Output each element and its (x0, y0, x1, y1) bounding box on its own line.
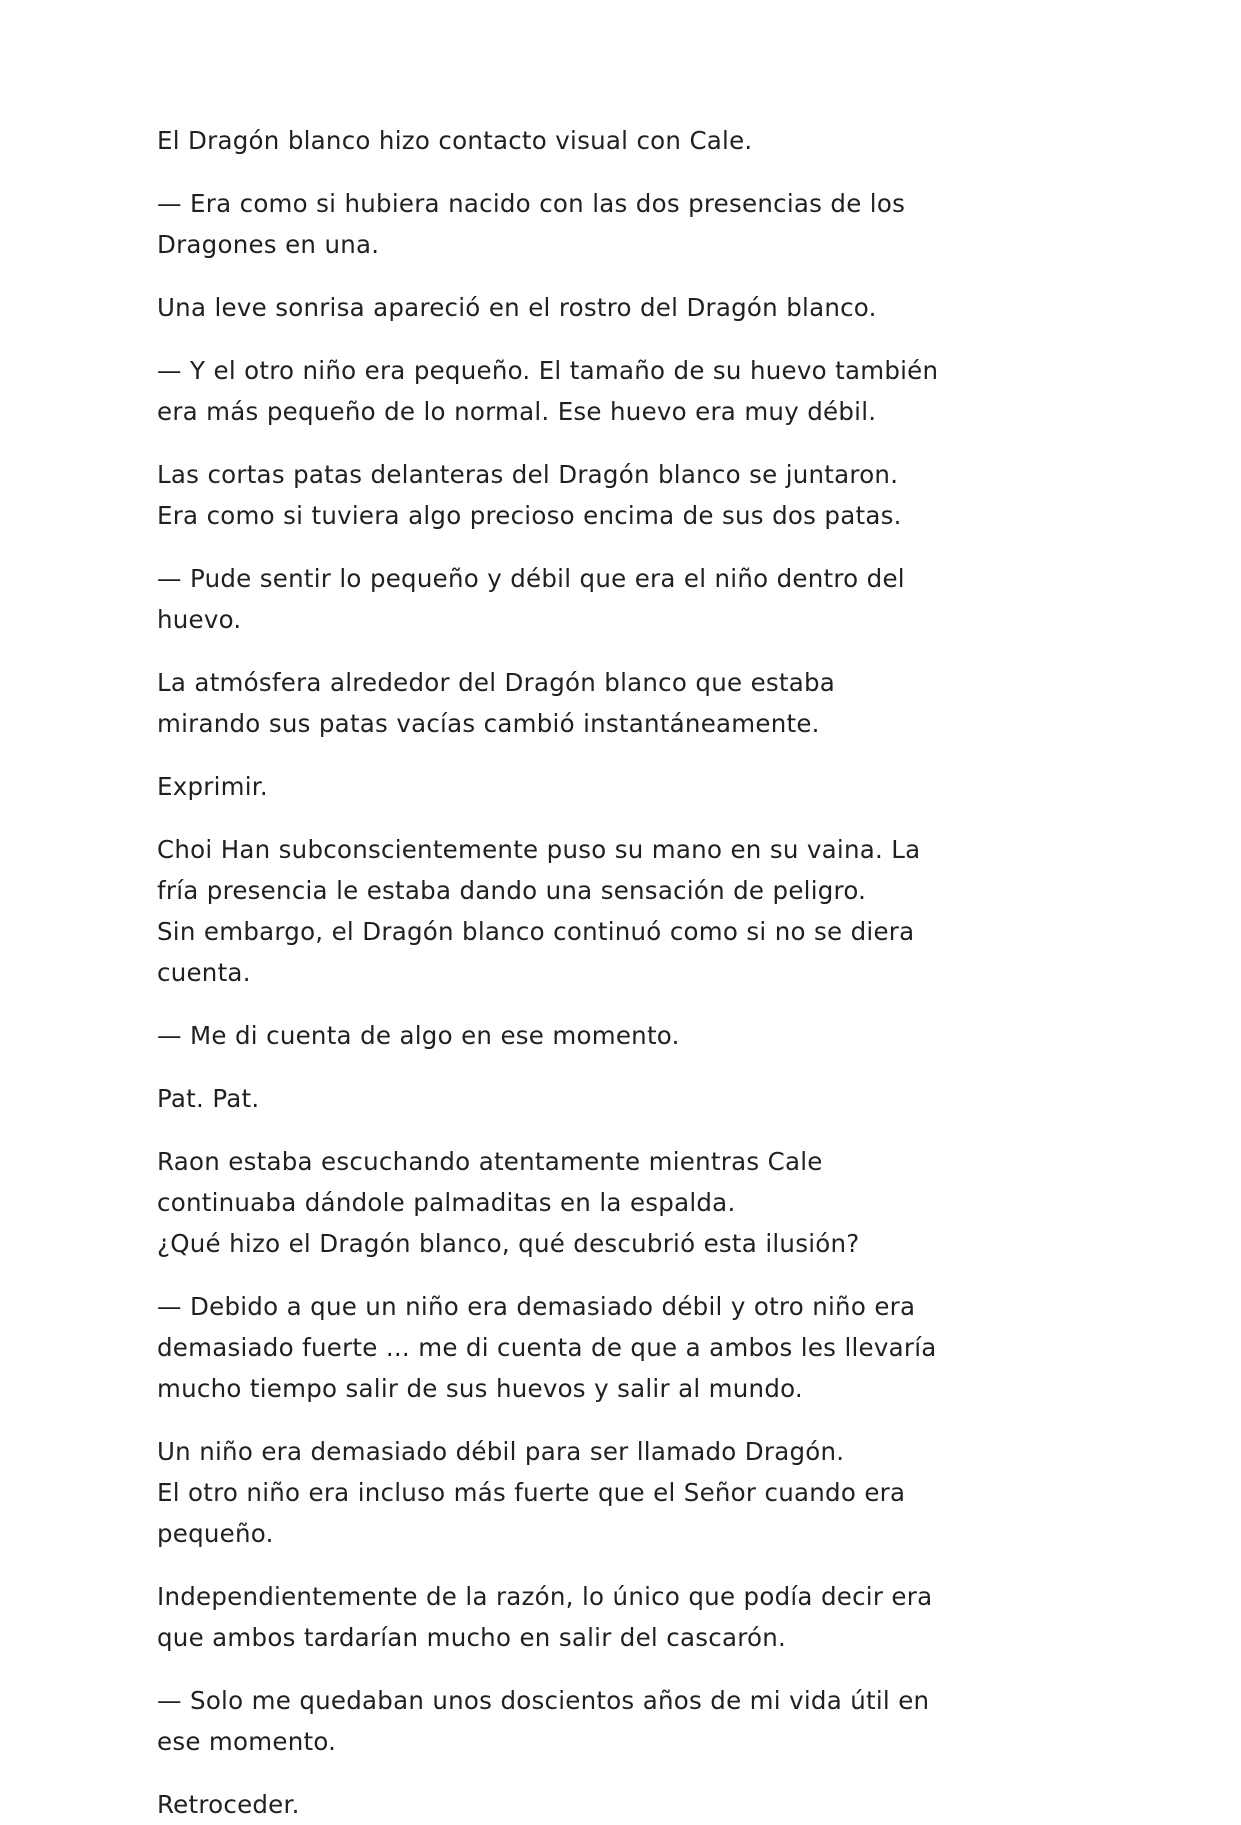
paragraph-line: Independientemente de la razón, lo único que podía decir era que ambos tardarían mucho en salir del cascarón. (157, 1582, 933, 1652)
paragraph (157, 1576, 942, 1658)
paragraph-line: El otro niño era incluso más fuerte que el Señor cuando era pequeño. (157, 1478, 906, 1548)
paragraph (157, 1078, 942, 1119)
paragraph (157, 120, 942, 161)
paragraph (157, 350, 942, 432)
paragraph-line: — Y el otro niño era pequeño. El tamaño de su huevo también era más pequeño de lo normal. Ese huevo era muy débil. (157, 356, 939, 426)
paragraph (157, 1680, 942, 1762)
paragraph-line: Retroceder. (157, 1790, 300, 1819)
paragraph-line: La atmósfera alrededor del Dragón blanco que estaba mirando sus patas vacías cambió instantáneamente. (157, 668, 836, 738)
paragraph-line: Sin embargo, el Dragón blanco continuó como si no se diera cuenta. (157, 917, 915, 987)
paragraph (157, 287, 942, 328)
paragraph-line: — Solo me quedaban unos doscientos años de mi vida útil en ese momento. (157, 1686, 930, 1756)
paragraph (157, 454, 942, 536)
paragraph (157, 829, 942, 993)
paragraph (157, 1141, 942, 1264)
paragraph-line: — Pude sentir lo pequeño y débil que era el niño dentro del huevo. (157, 564, 905, 634)
paragraph-line: — Era como si hubiera nacido con las dos presencias de los Dragones en una. (157, 189, 906, 259)
paragraph (157, 558, 942, 640)
paragraph-line: ¿Qué hizo el Dragón blanco, qué descubrió esta ilusión? (157, 1229, 860, 1258)
paragraph (157, 1784, 942, 1825)
paragraph-line: Una leve sonrisa apareció en el rostro del Dragón blanco. (157, 293, 877, 322)
paragraph (157, 766, 942, 807)
paragraph (157, 1286, 942, 1409)
paragraph-line: El Dragón blanco hizo contacto visual con Cale. (157, 126, 753, 155)
paragraph-line: — Me di cuenta de algo en ese momento. (157, 1021, 680, 1050)
paragraph (157, 662, 942, 744)
paragraph-line: Choi Han subconscientemente puso su mano en su vaina. La fría presencia le estaba dando una sensación de peligro. (157, 835, 921, 905)
paragraph-line: Las cortas patas delanteras del Dragón blanco se juntaron. Era como si tuviera algo precioso encima de sus dos patas. (157, 460, 902, 530)
paragraph-line: — Debido a que un niño era demasiado débil y otro niño era demasiado fuerte ... me di cuenta de que a ambos les llevaría mucho tiempo salir de sus huevos y salir al mundo. (157, 1292, 937, 1403)
paragraph-line: Un niño era demasiado débil para ser llamado Dragón. (157, 1437, 845, 1466)
body-text-column (157, 120, 942, 1825)
paragraph-line: Raon estaba escuchando atentamente mientras Cale continuaba dándole palmaditas en la espalda. (157, 1147, 823, 1217)
paragraph-line: Exprimir. (157, 772, 268, 801)
paragraph (157, 1431, 942, 1554)
paragraph (157, 1015, 942, 1056)
paragraph-line: Pat. Pat. (157, 1084, 260, 1113)
paragraph (157, 183, 942, 265)
